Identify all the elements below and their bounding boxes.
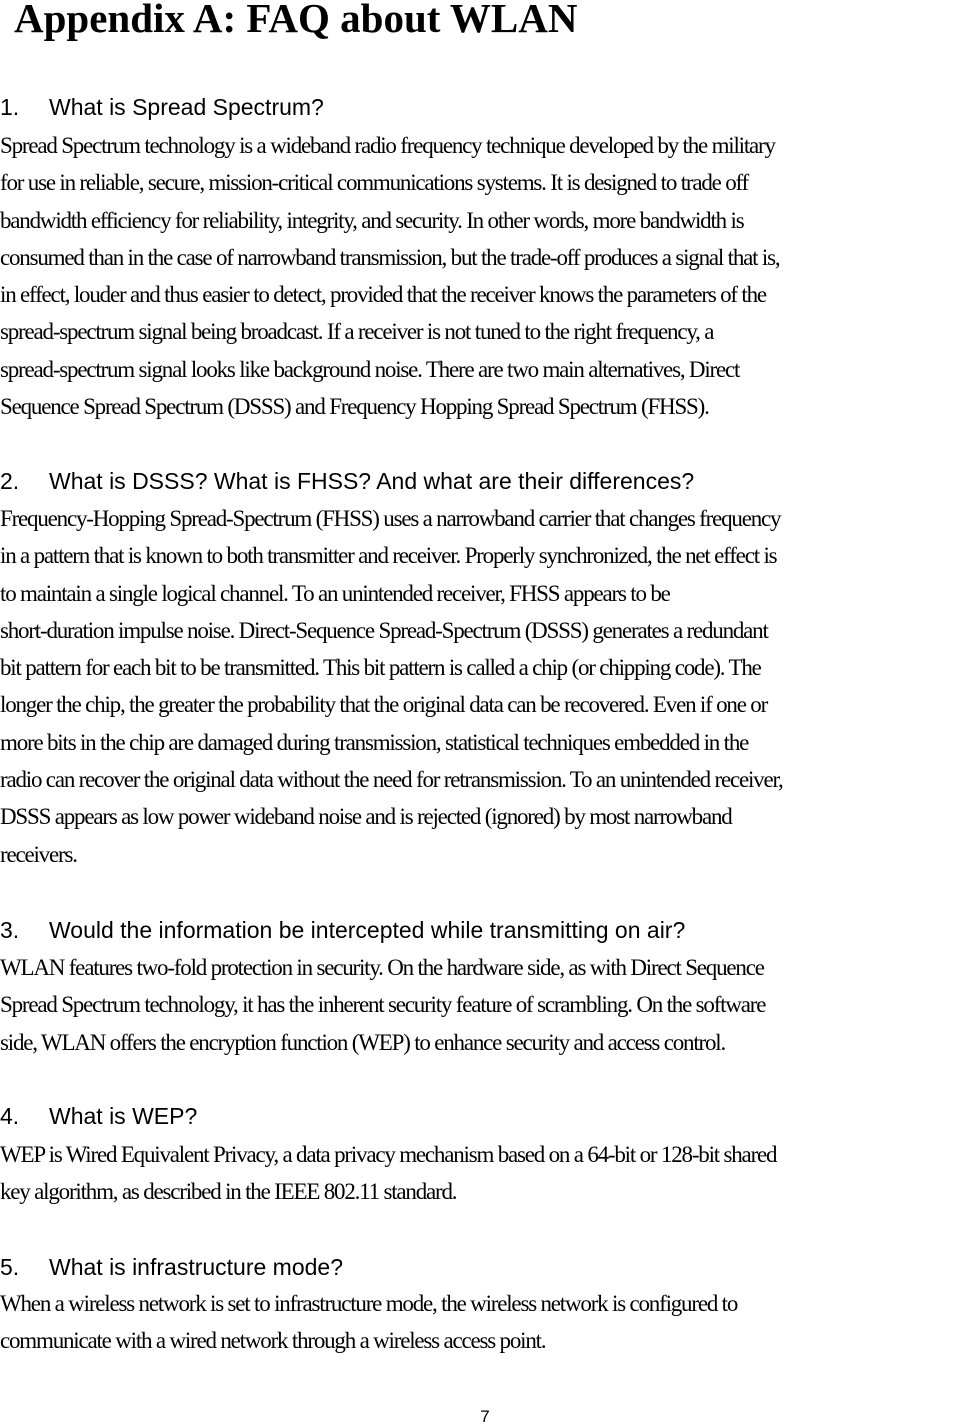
question-number: 2.: [0, 468, 20, 494]
faq-answer-1: [0, 127, 977, 425]
answer-line: Frequency-Hopping Spread-Spectrum (FHSS) uses a narrowband carrier that changes frequency: [0, 506, 781, 531]
faq-question-3: [0, 916, 685, 944]
answer-line: more bits in the chip are damaged during transmission, statistical techniques embedded in the: [0, 729, 749, 755]
faq-question-2: [0, 467, 694, 495]
answer-line: spread-spectrum signal being broadcast. If a receiver is not tuned to the right frequency, a: [0, 319, 714, 345]
page-title: Appendix A: FAQ about WLAN: [14, 0, 578, 41]
answer-line: DSSS appears as low power wideband noise and is rejected (ignored) by most narrowband: [0, 804, 732, 830]
answer-line: spread-spectrum signal looks like background noise. There are two main alternatives, Direct: [0, 356, 740, 382]
answer-line: in a pattern that is known to both transmitter and receiver. Properly synchronized, the net effect is: [0, 543, 777, 569]
question-number: 5.: [0, 1254, 20, 1280]
faq-question-5: [0, 1253, 343, 1281]
faq-question-4: [0, 1102, 197, 1130]
faq-answer-2: [0, 500, 977, 873]
question-number: 3.: [0, 917, 20, 943]
answer-line: receivers.: [0, 841, 77, 867]
faq-question-1: [0, 93, 324, 121]
answer-line: Spread Spectrum technology is a wideband radio frequency technique developed by the military: [0, 133, 775, 158]
answer-line: Spread Spectrum technology, it has the inherent security feature of scrambling. On the software: [0, 992, 766, 1018]
question-number: 4.: [0, 1103, 20, 1129]
question-text: What is infrastructure mode?: [49, 1254, 344, 1280]
answer-line: When a wireless network is set to infrastructure mode, the wireless network is configured to: [0, 1291, 738, 1316]
answer-line: in effect, louder and thus easier to detect, provided that the receiver knows the parameters of the: [0, 282, 766, 308]
answer-line: key algorithm, as described in the IEEE 802.11 standard.: [0, 1179, 457, 1205]
question-number: 1.: [0, 94, 20, 120]
faq-answer-3: [0, 949, 977, 1061]
answer-line: WEP is Wired Equivalent Privacy, a data privacy mechanism based on a 64-bit or 128-bit shared: [0, 1142, 777, 1167]
answer-line: communicate with a wired network through a wireless access point.: [0, 1328, 546, 1354]
question-text: What is WEP?: [49, 1103, 198, 1129]
answer-line: bit pattern for each bit to be transmitted. This bit pattern is called a chip (or chipping code). The: [0, 655, 761, 681]
answer-line: WLAN features two-fold protection in security. On the hardware side, as with Direct Sequence: [0, 955, 764, 980]
answer-line: consumed than in the case of narrowband transmission, but the trade-off produces a signal that is,: [0, 244, 780, 270]
question-text: What is Spread Spectrum?: [49, 94, 324, 120]
answer-line: bandwidth efficiency for reliability, integrity, and security. In other words, more bandwidth is: [0, 207, 744, 233]
question-text: Would the information be intercepted while transmitting on air?: [49, 917, 686, 943]
answer-line: longer the chip, the greater the probability that the original data can be recovered. Even if one or: [0, 692, 768, 718]
answer-line: Sequence Spread Spectrum (DSSS) and Frequency Hopping Spread Spectrum (FHSS).: [0, 394, 709, 420]
answer-line: to maintain a single logical channel. To an unintended receiver, FHSS appears to be: [0, 580, 670, 606]
answer-line: short-duration impulse noise. Direct-Sequence Spread-Spectrum (DSSS) generates a redundant: [0, 617, 768, 643]
page-number: 7: [480, 1407, 490, 1426]
answer-line: for use in reliable, secure, mission-critical communications systems. It is designed to trade off: [0, 170, 749, 196]
faq-answer-5: [0, 1285, 977, 1360]
question-text: What is DSSS? What is FHSS? And what are their differences?: [49, 468, 695, 494]
answer-line: radio can recover the original data without the need for retransmission. To an unintended receiver,: [0, 767, 783, 793]
faq-answer-4: [0, 1136, 977, 1211]
answer-line: side, WLAN offers the encryption function (WEP) to enhance security and access control.: [0, 1029, 726, 1055]
